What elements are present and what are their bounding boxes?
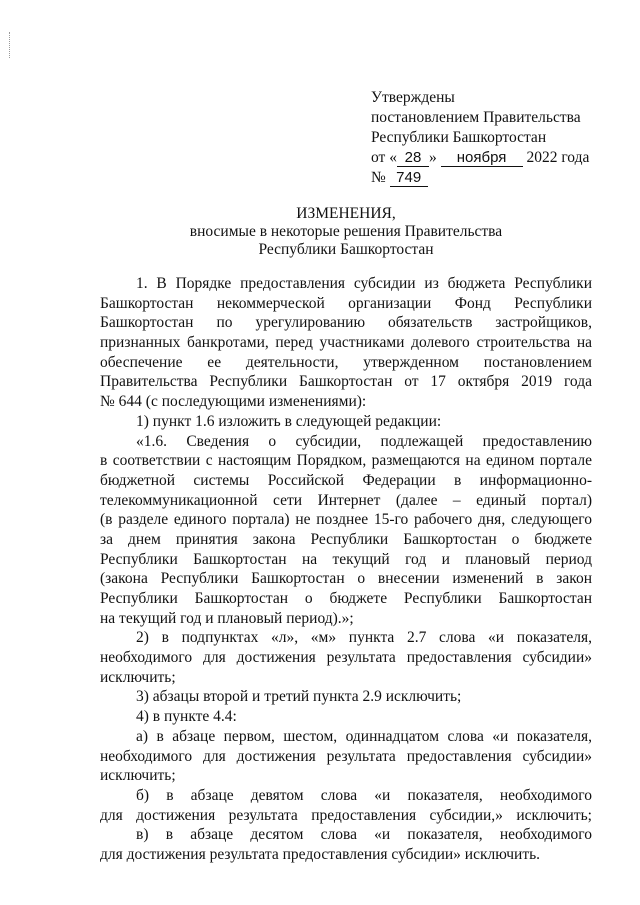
text-line: 1) пункт 1.6 изложить в следующей редакции: (136, 412, 442, 430)
approval-date-line (371, 148, 621, 168)
text-line: а) в абзаце первом, шестом, одиннадцатом слова «и показателя, (136, 727, 592, 745)
text-line: 4) в пункте 4.4: (136, 708, 237, 726)
text-line: (закона Республики Башкортостан о внесении изменений в закон (100, 570, 592, 588)
margin-marks (9, 32, 12, 58)
date-day: 28 (397, 149, 429, 167)
text-line: признанных банкротами, перед участниками долевого строительства на (100, 334, 592, 352)
text-line: исключить; (100, 668, 176, 686)
approval-line-2: постановлением Правительства (371, 109, 581, 126)
text-line: «1.6. Сведения о субсидии, подлежащей предоставлению (136, 432, 592, 450)
number-prefix: № (371, 169, 386, 186)
text-line: телекоммуникационной сети Интернет (далее – единый портал) (100, 491, 592, 509)
date-prefix: от « (371, 149, 397, 166)
text-line: Башкортостан по урегулированию обязательств застройщиков, (100, 314, 592, 332)
approval-line-3: Республики Башкортостан (371, 129, 547, 146)
text-line: 2) в подпунктах «л», «м» пункта 2.7 слова «и показателя, (136, 629, 592, 647)
text-line: Республики Башкортостан о бюджете Республики Башкортостан (100, 590, 592, 607)
text-line: за днем принятия закона Республики Башкортостан о бюджете (100, 530, 592, 548)
text-line: (в разделе единого портала) не позднее 15-го рабочего дня, следующего (100, 511, 592, 529)
document-heading (100, 205, 592, 259)
text-line: № 644 (с последующими изменениями): (100, 393, 367, 411)
heading-subtitle-2: Республики Башкортостан (258, 241, 434, 258)
text-line: на текущий год и плановый период).»; (100, 609, 354, 627)
text-line: необходимого для достижения результата предоставления субсидии» (100, 747, 592, 765)
text-line: Республики Башкортостан на текущий год и плановый период (100, 550, 592, 568)
text-line: б) в абзаце девятом слова «и показателя, необходимого (136, 786, 592, 804)
text-line: для достижения результата предоставления субсидии» исключить. (100, 845, 541, 863)
text-line: 3) абзацы второй и третий пункта 2.9 исключить; (136, 688, 462, 706)
text-line: необходимого для достижения результата предоставления субсидии» (100, 649, 592, 667)
text-line: 1. В Порядке предоставления субсидии из бюджета Республики (136, 275, 592, 292)
date-mid: » (428, 149, 437, 166)
text-line: Правительства Республики Башкортостан от 17 октября 2019 года (100, 373, 592, 391)
date-year: 2022 года (526, 149, 590, 166)
text-line: в) в абзаце десятом слова «и показателя, необходимого (136, 826, 592, 844)
date-month: ноября (441, 149, 523, 167)
text-line: исключить; (100, 767, 176, 785)
document-body (100, 274, 592, 865)
document-number: 749 (390, 169, 428, 187)
text-line: обеспечение ее деятельности, утвержденном постановлением (100, 353, 592, 371)
text-line: для достижения результата предоставления субсидии,» исключить; (100, 806, 592, 824)
text-line: в соответствии с настоящим Порядком, размещаются на едином портале (100, 452, 592, 470)
approval-line-1: Утверждены (371, 89, 455, 106)
text-line: Башкортостан некоммерческой организации Фонд Республики (100, 294, 592, 312)
approval-block (371, 88, 621, 188)
approval-number-line (371, 168, 621, 188)
heading-title: ИЗМЕНЕНИЯ, (296, 205, 396, 222)
text-line: бюджетной системы Российской Федерации в информационно- (100, 471, 592, 489)
heading-subtitle-1: вносимые в некоторые решения Правительства (189, 223, 503, 240)
